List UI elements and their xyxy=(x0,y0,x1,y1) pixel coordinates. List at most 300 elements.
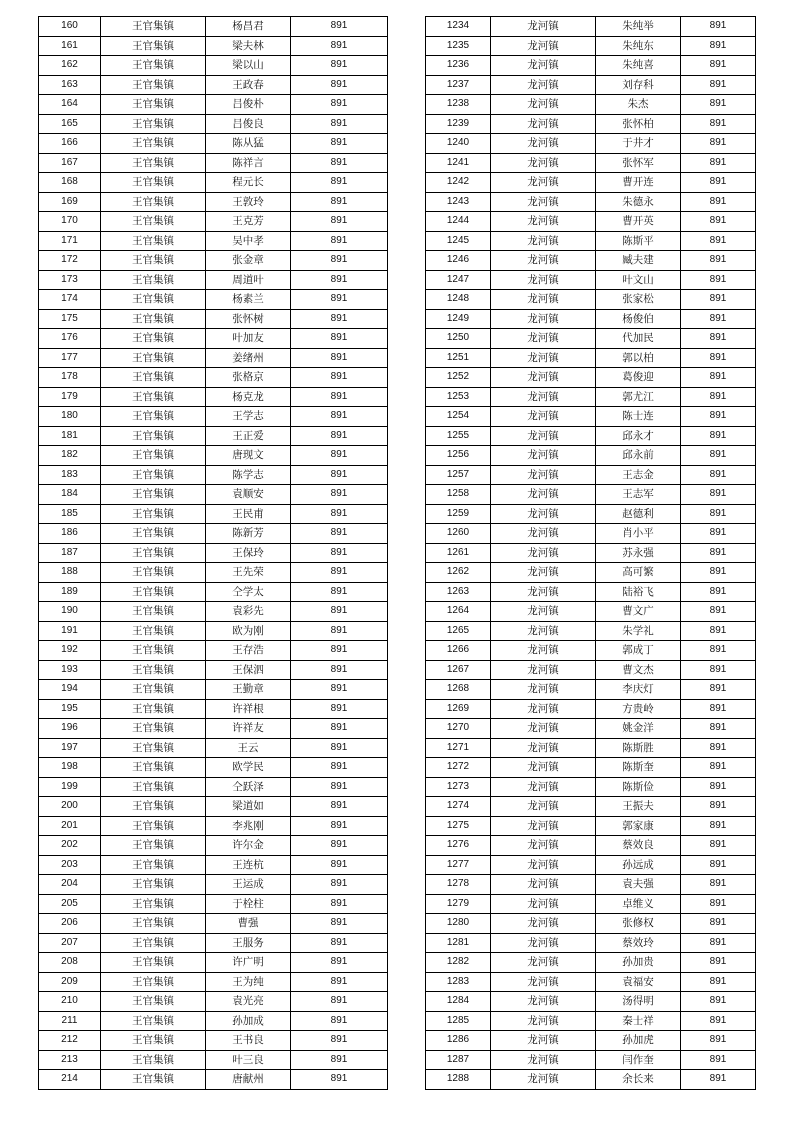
town-cell: 龙河镇 xyxy=(491,114,596,134)
name-cell: 孙加虎 xyxy=(596,1031,681,1051)
town-cell: 王官集镇 xyxy=(101,504,206,524)
amount-cell: 891 xyxy=(291,309,388,329)
row-number: 170 xyxy=(39,212,101,232)
amount-cell: 891 xyxy=(291,329,388,349)
table-row xyxy=(39,875,388,895)
town-cell: 龙河镇 xyxy=(491,270,596,290)
town-cell: 龙河镇 xyxy=(491,699,596,719)
town-cell: 龙河镇 xyxy=(491,1050,596,1070)
row-number: 180 xyxy=(39,407,101,427)
town-cell: 王官集镇 xyxy=(101,738,206,758)
town-cell: 龙河镇 xyxy=(491,134,596,154)
amount-cell: 891 xyxy=(291,992,388,1012)
name-cell: 王志金 xyxy=(596,465,681,485)
table-row xyxy=(426,407,756,427)
name-cell: 梁夫林 xyxy=(206,36,291,56)
table-row xyxy=(426,75,756,95)
row-number: 1278 xyxy=(426,875,491,895)
row-number: 176 xyxy=(39,329,101,349)
amount-cell: 891 xyxy=(291,621,388,641)
table-row xyxy=(426,953,756,973)
table-row xyxy=(39,485,388,505)
name-cell: 曹文广 xyxy=(596,602,681,622)
amount-cell: 891 xyxy=(681,543,756,563)
amount-cell: 891 xyxy=(681,231,756,251)
amount-cell: 891 xyxy=(291,894,388,914)
name-cell: 杨俊伯 xyxy=(596,309,681,329)
town-cell: 王官集镇 xyxy=(101,972,206,992)
table-row xyxy=(39,212,388,232)
table-row xyxy=(426,231,756,251)
town-cell: 龙河镇 xyxy=(491,680,596,700)
name-cell: 王书良 xyxy=(206,1031,291,1051)
town-cell: 王官集镇 xyxy=(101,582,206,602)
name-cell: 孙加贵 xyxy=(596,953,681,973)
name-cell: 陈新芳 xyxy=(206,524,291,544)
name-cell: 张家松 xyxy=(596,290,681,310)
name-cell: 袁光亮 xyxy=(206,992,291,1012)
amount-cell: 891 xyxy=(291,1011,388,1031)
table-row xyxy=(39,582,388,602)
table-row xyxy=(426,1011,756,1031)
row-number: 182 xyxy=(39,446,101,466)
amount-cell: 891 xyxy=(681,738,756,758)
town-cell: 龙河镇 xyxy=(491,953,596,973)
name-cell: 陆裕飞 xyxy=(596,582,681,602)
name-cell: 王云 xyxy=(206,738,291,758)
row-number: 1267 xyxy=(426,660,491,680)
town-cell: 龙河镇 xyxy=(491,797,596,817)
name-cell: 程元长 xyxy=(206,173,291,193)
table-row xyxy=(426,114,756,134)
table-row xyxy=(426,933,756,953)
amount-cell: 891 xyxy=(291,933,388,953)
name-cell: 唐现文 xyxy=(206,446,291,466)
table-row xyxy=(426,251,756,271)
name-cell: 袁顺安 xyxy=(206,485,291,505)
row-number: 175 xyxy=(39,309,101,329)
amount-cell: 891 xyxy=(291,192,388,212)
town-cell: 王官集镇 xyxy=(101,641,206,661)
name-cell: 王勤章 xyxy=(206,680,291,700)
name-cell: 张格京 xyxy=(206,368,291,388)
amount-cell: 891 xyxy=(681,17,756,37)
town-cell: 王官集镇 xyxy=(101,290,206,310)
table-row xyxy=(39,797,388,817)
table-row xyxy=(39,465,388,485)
row-number: 179 xyxy=(39,387,101,407)
town-cell: 王官集镇 xyxy=(101,992,206,1012)
row-number: 1262 xyxy=(426,563,491,583)
row-number: 201 xyxy=(39,816,101,836)
name-cell: 于栓柱 xyxy=(206,894,291,914)
amount-cell: 891 xyxy=(291,758,388,778)
amount-cell: 891 xyxy=(291,95,388,115)
table-row xyxy=(426,602,756,622)
name-cell: 王存浩 xyxy=(206,641,291,661)
name-cell: 郭尤江 xyxy=(596,387,681,407)
town-cell: 龙河镇 xyxy=(491,855,596,875)
town-cell: 龙河镇 xyxy=(491,933,596,953)
table-row xyxy=(426,387,756,407)
table-row xyxy=(426,309,756,329)
amount-cell: 891 xyxy=(681,212,756,232)
table-row xyxy=(39,309,388,329)
table-row xyxy=(39,368,388,388)
amount-cell: 891 xyxy=(681,1011,756,1031)
name-cell: 欧为刚 xyxy=(206,621,291,641)
table-row xyxy=(39,17,388,37)
row-number: 194 xyxy=(39,680,101,700)
name-cell: 朱学礼 xyxy=(596,621,681,641)
row-number: 1283 xyxy=(426,972,491,992)
row-number: 1250 xyxy=(426,329,491,349)
town-cell: 王官集镇 xyxy=(101,17,206,37)
row-number: 210 xyxy=(39,992,101,1012)
row-number: 207 xyxy=(39,933,101,953)
table-row xyxy=(39,114,388,134)
table-row xyxy=(39,914,388,934)
amount-cell: 891 xyxy=(681,251,756,271)
town-cell: 龙河镇 xyxy=(491,582,596,602)
town-cell: 龙河镇 xyxy=(491,465,596,485)
row-number: 166 xyxy=(39,134,101,154)
name-cell: 张修权 xyxy=(596,914,681,934)
name-cell: 姜绪州 xyxy=(206,348,291,368)
name-cell: 陈斯平 xyxy=(596,231,681,251)
table-row xyxy=(39,641,388,661)
row-number: 1256 xyxy=(426,446,491,466)
name-cell: 朱纯喜 xyxy=(596,56,681,76)
name-cell: 闫作奎 xyxy=(596,1050,681,1070)
row-number: 213 xyxy=(39,1050,101,1070)
town-cell: 王官集镇 xyxy=(101,1011,206,1031)
name-cell: 王志军 xyxy=(596,485,681,505)
name-cell: 王为纯 xyxy=(206,972,291,992)
name-cell: 姚金洋 xyxy=(596,719,681,739)
table-row xyxy=(426,290,756,310)
row-number: 209 xyxy=(39,972,101,992)
table-row xyxy=(39,426,388,446)
name-cell: 许祥根 xyxy=(206,699,291,719)
amount-cell: 891 xyxy=(681,426,756,446)
amount-cell: 891 xyxy=(291,699,388,719)
town-cell: 龙河镇 xyxy=(491,836,596,856)
town-cell: 王官集镇 xyxy=(101,621,206,641)
name-cell: 王民甫 xyxy=(206,504,291,524)
town-cell: 龙河镇 xyxy=(491,875,596,895)
table-row xyxy=(426,680,756,700)
row-number: 203 xyxy=(39,855,101,875)
row-number: 1252 xyxy=(426,368,491,388)
row-number: 1287 xyxy=(426,1050,491,1070)
amount-cell: 891 xyxy=(681,836,756,856)
amount-cell: 891 xyxy=(681,465,756,485)
name-cell: 吕俊朴 xyxy=(206,95,291,115)
amount-cell: 891 xyxy=(681,36,756,56)
table-row xyxy=(426,582,756,602)
row-number: 1249 xyxy=(426,309,491,329)
row-number: 1288 xyxy=(426,1070,491,1090)
name-cell: 郭家康 xyxy=(596,816,681,836)
name-cell: 朱德永 xyxy=(596,192,681,212)
name-cell: 梁以山 xyxy=(206,56,291,76)
amount-cell: 891 xyxy=(291,251,388,271)
town-cell: 龙河镇 xyxy=(491,485,596,505)
name-cell: 朱杰 xyxy=(596,95,681,115)
town-cell: 龙河镇 xyxy=(491,329,596,349)
town-cell: 王官集镇 xyxy=(101,1031,206,1051)
town-cell: 龙河镇 xyxy=(491,173,596,193)
table-row xyxy=(39,894,388,914)
amount-cell: 891 xyxy=(681,485,756,505)
amount-cell: 891 xyxy=(681,582,756,602)
amount-cell: 891 xyxy=(681,1050,756,1070)
row-number: 212 xyxy=(39,1031,101,1051)
row-number: 214 xyxy=(39,1070,101,1090)
row-number: 1248 xyxy=(426,290,491,310)
row-number: 1246 xyxy=(426,251,491,271)
amount-cell: 891 xyxy=(681,192,756,212)
name-cell: 王连杭 xyxy=(206,855,291,875)
amount-cell: 891 xyxy=(291,212,388,232)
town-cell: 龙河镇 xyxy=(491,56,596,76)
town-cell: 龙河镇 xyxy=(491,75,596,95)
town-cell: 王官集镇 xyxy=(101,270,206,290)
table-row xyxy=(39,524,388,544)
town-cell: 王官集镇 xyxy=(101,875,206,895)
row-number: 1235 xyxy=(426,36,491,56)
town-cell: 王官集镇 xyxy=(101,192,206,212)
amount-cell: 891 xyxy=(681,134,756,154)
name-cell: 苏永强 xyxy=(596,543,681,563)
amount-cell: 891 xyxy=(291,407,388,427)
name-cell: 吕俊良 xyxy=(206,114,291,134)
row-number: 161 xyxy=(39,36,101,56)
name-cell: 杨克龙 xyxy=(206,387,291,407)
name-cell: 肖小平 xyxy=(596,524,681,544)
table-row xyxy=(39,1011,388,1031)
amount-cell: 891 xyxy=(681,524,756,544)
name-cell: 王敦玲 xyxy=(206,192,291,212)
name-cell: 周道叶 xyxy=(206,270,291,290)
row-number: 1273 xyxy=(426,777,491,797)
amount-cell: 891 xyxy=(681,758,756,778)
table-row xyxy=(426,621,756,641)
row-number: 1276 xyxy=(426,836,491,856)
name-cell: 许尔金 xyxy=(206,836,291,856)
town-cell: 王官集镇 xyxy=(101,173,206,193)
name-cell: 余长来 xyxy=(596,1070,681,1090)
table-row xyxy=(39,56,388,76)
table-row xyxy=(39,290,388,310)
row-number: 1265 xyxy=(426,621,491,641)
table-row xyxy=(39,231,388,251)
row-number: 169 xyxy=(39,192,101,212)
table-row xyxy=(39,836,388,856)
amount-cell: 891 xyxy=(681,816,756,836)
town-cell: 龙河镇 xyxy=(491,621,596,641)
amount-cell: 891 xyxy=(681,953,756,973)
name-cell: 陈祥言 xyxy=(206,153,291,173)
row-number: 1237 xyxy=(426,75,491,95)
amount-cell: 891 xyxy=(291,348,388,368)
table-row xyxy=(426,972,756,992)
table-row xyxy=(426,192,756,212)
town-cell: 龙河镇 xyxy=(491,641,596,661)
table-row xyxy=(39,153,388,173)
name-cell: 臧夫建 xyxy=(596,251,681,271)
table-row xyxy=(426,543,756,563)
row-number: 164 xyxy=(39,95,101,115)
row-number: 191 xyxy=(39,621,101,641)
row-number: 204 xyxy=(39,875,101,895)
amount-cell: 891 xyxy=(681,797,756,817)
amount-cell: 891 xyxy=(681,407,756,427)
town-cell: 王官集镇 xyxy=(101,543,206,563)
amount-cell: 891 xyxy=(681,1031,756,1051)
row-number: 1240 xyxy=(426,134,491,154)
town-cell: 龙河镇 xyxy=(491,972,596,992)
amount-cell: 891 xyxy=(681,699,756,719)
name-cell: 袁福安 xyxy=(596,972,681,992)
name-cell: 陈学志 xyxy=(206,465,291,485)
amount-cell: 891 xyxy=(681,329,756,349)
amount-cell: 891 xyxy=(291,75,388,95)
town-cell: 王官集镇 xyxy=(101,407,206,427)
amount-cell: 891 xyxy=(291,368,388,388)
town-cell: 龙河镇 xyxy=(491,17,596,37)
name-cell: 王服务 xyxy=(206,933,291,953)
amount-cell: 891 xyxy=(681,56,756,76)
amount-cell: 891 xyxy=(291,387,388,407)
table-row xyxy=(426,1070,756,1090)
name-cell: 叶加友 xyxy=(206,329,291,349)
table-row xyxy=(39,504,388,524)
amount-cell: 891 xyxy=(681,504,756,524)
amount-cell: 891 xyxy=(291,641,388,661)
amount-cell: 891 xyxy=(291,543,388,563)
row-number: 1236 xyxy=(426,56,491,76)
table-row xyxy=(39,134,388,154)
name-cell: 赵德利 xyxy=(596,504,681,524)
amount-cell: 891 xyxy=(291,504,388,524)
town-cell: 龙河镇 xyxy=(491,212,596,232)
town-cell: 王官集镇 xyxy=(101,524,206,544)
town-cell: 王官集镇 xyxy=(101,1070,206,1090)
amount-cell: 891 xyxy=(681,309,756,329)
town-cell: 龙河镇 xyxy=(491,368,596,388)
row-number: 193 xyxy=(39,660,101,680)
town-cell: 龙河镇 xyxy=(491,95,596,115)
row-number: 1270 xyxy=(426,719,491,739)
amount-cell: 891 xyxy=(291,134,388,154)
table-row xyxy=(39,446,388,466)
amount-cell: 891 xyxy=(291,563,388,583)
town-cell: 王官集镇 xyxy=(101,914,206,934)
name-cell: 欧学民 xyxy=(206,758,291,778)
row-number: 192 xyxy=(39,641,101,661)
table-row xyxy=(39,680,388,700)
name-cell: 袁彩先 xyxy=(206,602,291,622)
name-cell: 汤得明 xyxy=(596,992,681,1012)
table-row xyxy=(39,348,388,368)
town-cell: 王官集镇 xyxy=(101,95,206,115)
row-number: 205 xyxy=(39,894,101,914)
name-cell: 蔡效良 xyxy=(596,836,681,856)
row-number: 199 xyxy=(39,777,101,797)
row-number: 1286 xyxy=(426,1031,491,1051)
town-cell: 龙河镇 xyxy=(491,758,596,778)
table-row xyxy=(39,855,388,875)
amount-cell: 891 xyxy=(291,114,388,134)
table-row xyxy=(39,660,388,680)
amount-cell: 891 xyxy=(291,290,388,310)
row-number: 1274 xyxy=(426,797,491,817)
town-cell: 王官集镇 xyxy=(101,1050,206,1070)
amount-cell: 891 xyxy=(681,95,756,115)
table-row xyxy=(39,36,388,56)
town-cell: 王官集镇 xyxy=(101,953,206,973)
table-row xyxy=(39,1070,388,1090)
amount-cell: 891 xyxy=(291,836,388,856)
row-number: 1260 xyxy=(426,524,491,544)
amount-cell: 891 xyxy=(291,270,388,290)
row-number: 168 xyxy=(39,173,101,193)
name-cell: 代加民 xyxy=(596,329,681,349)
amount-cell: 891 xyxy=(291,797,388,817)
table-row xyxy=(426,36,756,56)
row-number: 206 xyxy=(39,914,101,934)
table-row xyxy=(39,602,388,622)
row-number: 200 xyxy=(39,797,101,817)
town-cell: 龙河镇 xyxy=(491,426,596,446)
row-number: 181 xyxy=(39,426,101,446)
amount-cell: 891 xyxy=(681,660,756,680)
name-cell: 王克芳 xyxy=(206,212,291,232)
row-number: 162 xyxy=(39,56,101,76)
name-cell: 曹文杰 xyxy=(596,660,681,680)
row-number: 1269 xyxy=(426,699,491,719)
name-cell: 卓维义 xyxy=(596,894,681,914)
amount-cell: 891 xyxy=(681,641,756,661)
name-cell: 王政春 xyxy=(206,75,291,95)
row-number: 183 xyxy=(39,465,101,485)
town-cell: 王官集镇 xyxy=(101,251,206,271)
town-cell: 龙河镇 xyxy=(491,738,596,758)
name-cell: 张怀军 xyxy=(596,153,681,173)
row-number: 171 xyxy=(39,231,101,251)
amount-cell: 891 xyxy=(291,738,388,758)
row-number: 1279 xyxy=(426,894,491,914)
table-row xyxy=(426,95,756,115)
amount-cell: 891 xyxy=(291,17,388,37)
row-number: 208 xyxy=(39,953,101,973)
town-cell: 王官集镇 xyxy=(101,387,206,407)
town-cell: 王官集镇 xyxy=(101,329,206,349)
table-row xyxy=(39,563,388,583)
table-row xyxy=(426,641,756,661)
row-number: 1255 xyxy=(426,426,491,446)
name-cell: 陈斯胜 xyxy=(596,738,681,758)
name-cell: 郭以柏 xyxy=(596,348,681,368)
amount-cell: 891 xyxy=(291,465,388,485)
name-cell: 许祥友 xyxy=(206,719,291,739)
table-row xyxy=(39,758,388,778)
name-cell: 张金章 xyxy=(206,251,291,271)
amount-cell: 891 xyxy=(681,114,756,134)
name-cell: 王保泗 xyxy=(206,660,291,680)
